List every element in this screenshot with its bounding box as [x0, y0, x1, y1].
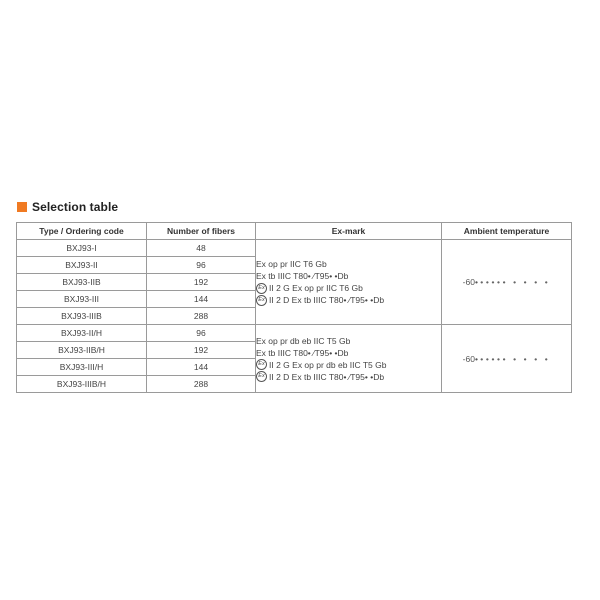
header-temperature: Ambient temperature — [442, 223, 572, 240]
fibers-cell: 96 — [147, 325, 256, 342]
fibers-cell: 192 — [147, 274, 256, 291]
temp-start: -60• — [462, 277, 478, 287]
exmark-line: Ex op pr IIC T6 Gb — [256, 259, 327, 269]
type-cell: BXJ93-IIIB/H — [17, 376, 147, 393]
type-cell: BXJ93-I — [17, 240, 147, 257]
table-row — [17, 325, 572, 342]
selection-table — [16, 222, 572, 393]
fibers-cell: 48 — [147, 240, 256, 257]
exmark-line: Ex II 2 G Ex op pr db eb IIC T5 Gb — [256, 359, 441, 371]
fibers-cell: 288 — [147, 308, 256, 325]
exmark-cell-group2 — [256, 325, 442, 393]
exmark-line: Ex II 2 G Ex op pr IIC T6 Gb — [256, 282, 441, 294]
temperature-cell-group2 — [442, 325, 572, 393]
fibers-cell: 144 — [147, 359, 256, 376]
header-exmark: Ex-mark — [256, 223, 442, 240]
atex-ex-icon: Ex — [256, 295, 267, 306]
table-row — [17, 240, 572, 257]
temperature-cell-group1 — [442, 240, 572, 325]
fibers-cell: 192 — [147, 342, 256, 359]
orange-square-icon — [17, 202, 27, 212]
temp-dots: ••••• • • • • — [480, 277, 551, 287]
exmark-line: Ex op pr db eb IIC T5 Gb — [256, 335, 351, 346]
section-title-text: Selection table — [32, 200, 119, 214]
temp-start: -60• — [462, 353, 478, 364]
section-title — [17, 200, 118, 214]
exmark-line: Ex II 2 D Ex tb IIIC T80• ⁄T95• •Db — [256, 371, 441, 383]
type-cell: BXJ93-IIB/H — [17, 342, 147, 359]
type-cell: BXJ93-III/H — [17, 359, 147, 376]
type-cell: BXJ93-IIB — [17, 274, 147, 291]
fibers-cell: 288 — [147, 376, 256, 393]
atex-ex-icon: Ex — [256, 283, 267, 294]
table-header-row — [17, 223, 572, 240]
header-type: Type / Ordering code — [17, 223, 147, 240]
exmark-line: Ex tb IIIC T80• ⁄T95• •Db — [256, 271, 349, 281]
exmark-line: Ex tb IIIC T80• ⁄T95• •Db — [256, 347, 349, 358]
header-fibers: Number of fibers — [147, 223, 256, 240]
exmark-line: Ex II 2 D Ex tb IIIC T80• ⁄T95• •Db — [256, 294, 441, 306]
temp-dots: ••••• • • • • — [480, 353, 551, 364]
exmark-cell-group1 — [256, 240, 442, 325]
type-cell: BXJ93-IIIB — [17, 308, 147, 325]
atex-ex-icon: Ex — [256, 371, 267, 382]
fibers-cell: 144 — [147, 291, 256, 308]
type-cell: BXJ93-II/H — [17, 325, 147, 342]
atex-ex-icon: Ex — [256, 359, 267, 370]
type-cell: BXJ93-III — [17, 291, 147, 308]
fibers-cell: 96 — [147, 257, 256, 274]
type-cell: BXJ93-II — [17, 257, 147, 274]
